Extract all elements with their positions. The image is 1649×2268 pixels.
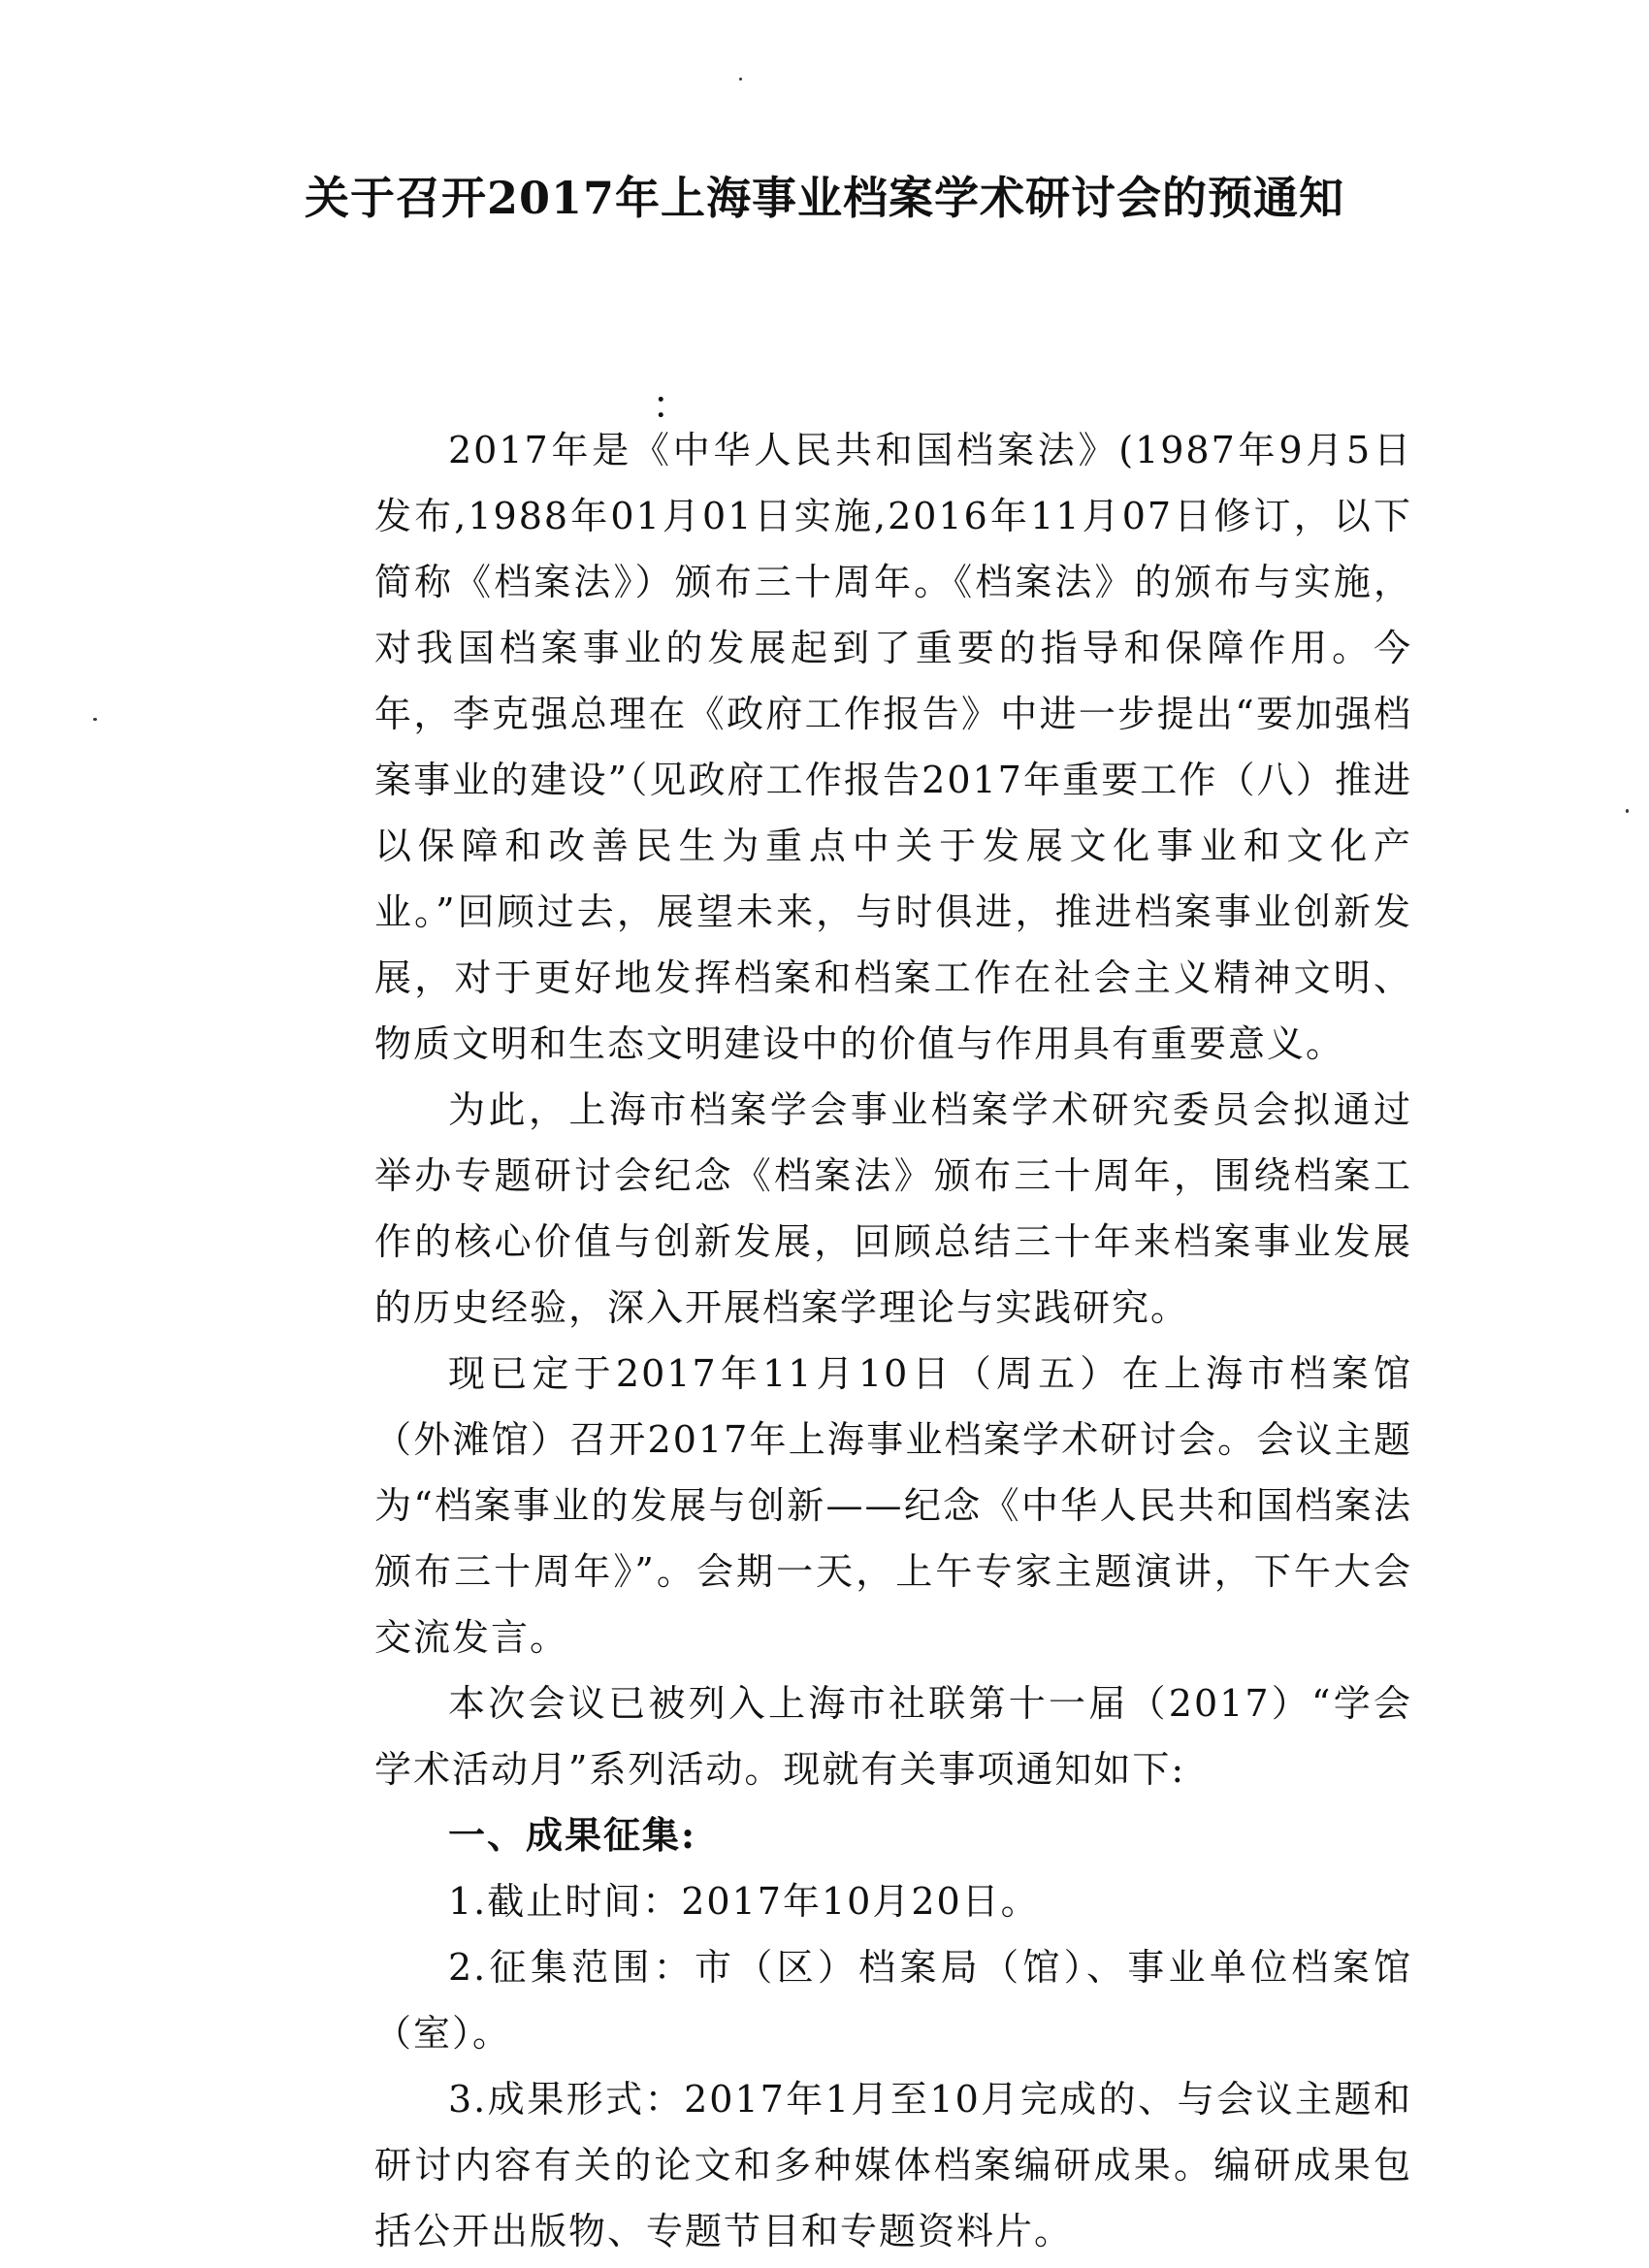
list-item: 3.成果形式：2017年1月至10月完成的、与会议主题和研讨内容有关的论文和多种媒体档案编研成果。编研成果包括公开出版物、专题节目和专题资料片。 — [374, 2078, 1412, 2252]
scan-speck — [739, 78, 742, 81]
paragraph-3: 现已定于2017年11月10日（周五）在上海市档案馆（外滩馆）召开2017年上海事业档案学术研讨会。会议主题为“档案事业的发展与创新——纪念《中华人民共和国档案法颁布三十周年》”。会期一天，上午专家主题演讲，下午大会交流发言。 — [374, 1352, 1412, 1659]
salutation-colon: ： — [652, 383, 691, 428]
paragraph-2: 为此，上海市档案学会事业档案学术研究委员会拟通过举办专题研讨会纪念《档案法》颁布三十周年，围绕档案工作的核心价值与创新发展，回顾总结三十年来档案事业发展的历史经验，深入开展档案学理论与实践研究。 — [374, 1088, 1412, 1329]
list-item: 1.截止时间：2017年10月20日。 — [448, 1880, 1040, 1923]
list-item: 2.征集范围：市（区）档案局（馆）、事业单位档案馆（室）。 — [374, 1946, 1412, 2055]
paragraph-4: 本次会议已被列入上海市社联第十一届（2017）“学会学术活动月”系列活动。现就有关事项通知如下: — [374, 1682, 1412, 1791]
section-heading: 一、成果征集: — [448, 1813, 697, 1857]
paragraph-1: 2017年是《中华人民共和国档案法》(1987年9月5日发布,1988年01月01日实施,2016年11月07日修订，以下简称《档案法》）颁布三十周年。《档案法》的颁布与实施，对我国档案事业的发展起到了重要的指导和保障作用。今年，李克强总理在《政府工作报告》中进一步提出“要加强档案事业的建设”（见政府工作报告2017年重要工作（八）推进以保障和改善民生为重点中关于发展文化事业和文化产业。”回顾过去，展望未来，与时俱进，推进档案事业创新发展，对于更好地发挥档案和档案工作在社会主义精神文明、物质文明和生态文明建设中的价值与作用具有重要意义。 — [374, 429, 1412, 1065]
document-title: 关于召开2017年上海事业档案学术研讨会的预通知 — [304, 172, 1345, 224]
scan-speck — [1626, 809, 1629, 813]
document-body — [374, 417, 1412, 2264]
scan-speck — [93, 718, 97, 721]
